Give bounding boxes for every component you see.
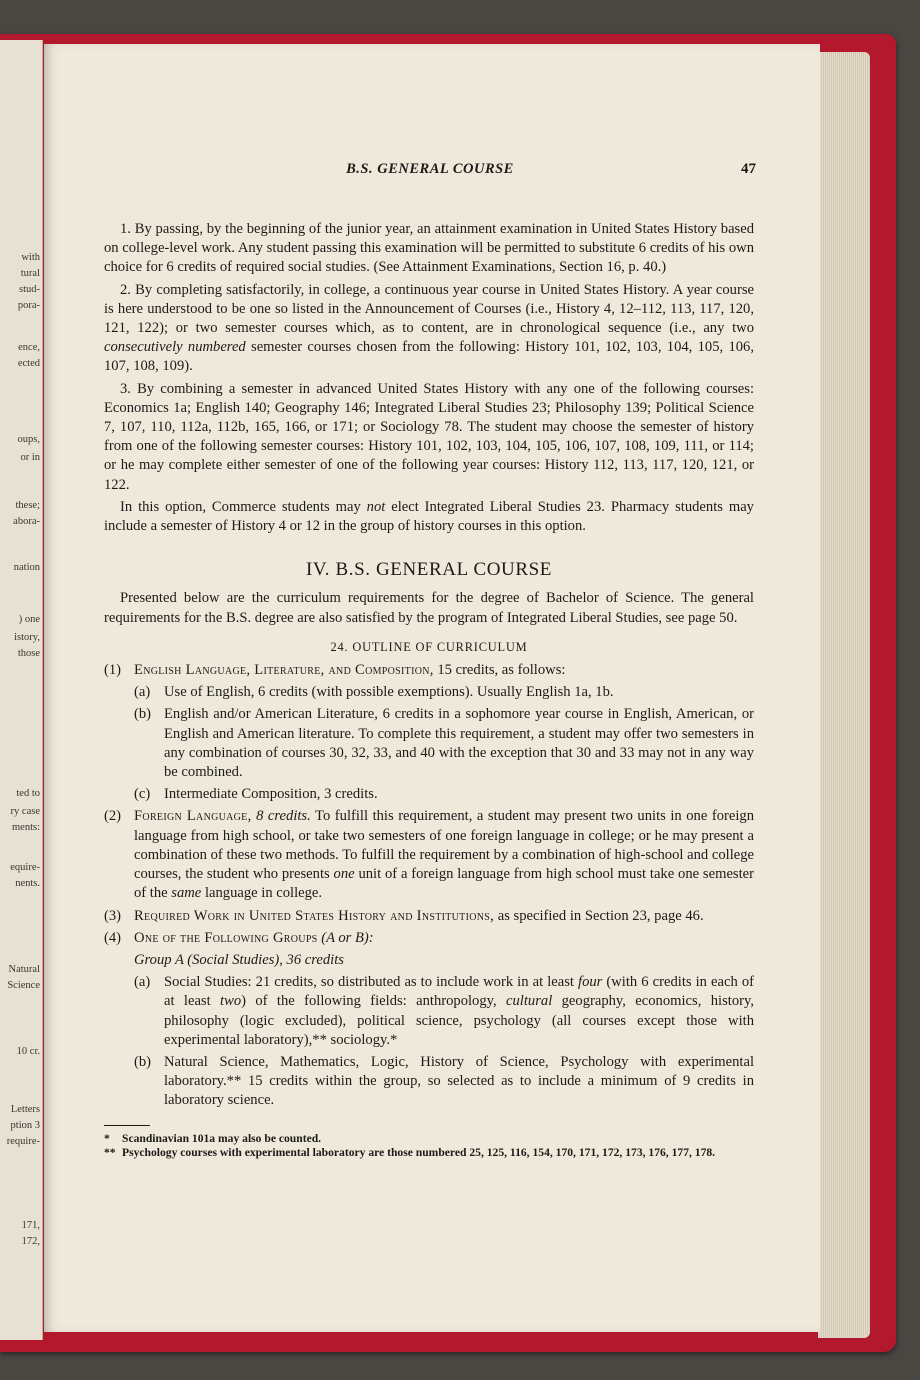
item-emphasis: one <box>333 866 355 883</box>
left-fragment: tural <box>20 268 40 279</box>
outline-item-2 <box>104 807 754 903</box>
left-fragment: abora- <box>13 516 40 527</box>
left-fragment: ted to <box>16 788 40 799</box>
left-fragment: nation <box>13 562 40 573</box>
footnote-mark: * <box>104 1131 110 1145</box>
left-fragment: istory, <box>14 632 40 643</box>
left-fragment: ence, <box>18 342 40 353</box>
subitem-text: Use of English, 6 credits (with possible exemptions). Usually English 1a, 1b. <box>164 684 614 701</box>
subitem-text: ) of the following fields: anthropology, <box>241 993 507 1010</box>
item-text: 15 credits, as follows: <box>433 662 566 679</box>
item-emphasis: same <box>171 885 202 902</box>
footnote-mark: ** <box>104 1146 116 1160</box>
outline-item-1 <box>104 661 754 680</box>
left-fragment: equire- <box>10 862 40 873</box>
paragraph-4-part: elect Integrated Liberal Studies 23. Pharmacy students may include a semester of History 4 or 12 in the group of history courses in this option. <box>104 498 754 535</box>
paragraph-1: 1. By passing, by the beginning of the junior year, an attainment examination in United States History based on college-level work. Any student passing this examination will be permitted to substitute 6 credits of his own choice for 6 credits of required social studies. (See Attainment Examinations, Section 16, p. 40.) <box>104 221 754 276</box>
left-fragment: stud- <box>19 284 40 295</box>
left-fragment: those <box>17 648 40 659</box>
item-heading: Foreign Language, <box>134 808 252 825</box>
subitem-text: Natural Science, Mathematics, Logic, History of Science, Psychology with experimental laboratory.** 15 credits within the group, so selected as to include a minimum of 9 credits in laboratory science. <box>164 1053 754 1109</box>
page-edges <box>818 52 870 1338</box>
item-number: (4) <box>104 929 122 946</box>
item-heading: English Language, Literature, and Composition, <box>134 662 434 679</box>
item-heading: Required Work in United States History and Institutions, <box>134 907 495 924</box>
paragraph-2-part: 2. By completing satisfactorily, in college, a continuous year course in United States History. A year course is here understood to be one so listed in the Announcement of Courses (i.e., History 4, 12–112, 113, 117, 120, 121, 122); or two semester courses which, as to content, are in chronological sequence (i.e., any two <box>104 281 754 337</box>
body-text <box>104 220 754 1161</box>
subitem-number: (a) <box>134 974 151 991</box>
paragraph-4 <box>104 498 754 536</box>
left-fragment: oups, <box>17 434 40 445</box>
subitem-text: Intermediate Composition, 3 credits. <box>164 786 378 803</box>
subitem-text: geography, economics, history, philosophy (logic excluded), political science, psychology (all courses except those with experimental laboratory),** sociology.* <box>164 993 754 1048</box>
paragraph-3: 3. By combining a semester in advanced United States History with any one of the following courses: Economics 1a; English 140; Geography 146; Integrated Liberal Studies 23; Philosophy 139; Political Science 7, 107, 110, 112a, 112b, 165, 166, or 171; or Sociology 78. The student may choose the semester of history from one of the following semester courses: History 101, 102, 103, 104, 105, 106, 107, 108, 109, 111, or 114; or he may complete either semester of one of the following year courses: History 112, 113, 117, 120, 121, or 122. <box>104 380 754 493</box>
outline-title: 24. OUTLINE OF CURRICULUM <box>330 639 528 654</box>
paragraph-4-part: In this option, Commerce students may <box>120 498 367 515</box>
item-credits: 8 credits. <box>251 808 311 825</box>
subitem-number: (c) <box>134 786 151 803</box>
subitem-number: (a) <box>134 684 151 701</box>
left-fragment: or in <box>20 452 40 463</box>
item-text: as specified in Section 23, page 46. <box>494 907 704 924</box>
footnote-rule <box>104 1125 150 1126</box>
footnote-1 <box>104 1132 754 1147</box>
item-number: (1) <box>104 662 122 679</box>
item-number: (2) <box>104 808 122 825</box>
left-fragment: require- <box>6 1136 40 1147</box>
paragraph-2 <box>104 281 754 377</box>
outline-subitem-4b <box>104 1053 754 1111</box>
footnote-2 <box>104 1146 754 1161</box>
section-title: IV. B.S. GENERAL COURSE <box>305 559 553 581</box>
item-heading: One of the Following Groups <box>134 929 318 946</box>
outline-item-3 <box>104 907 754 926</box>
left-fragment: Letters <box>10 1104 40 1115</box>
subitem-text: Social Studies: 21 credits, so distributed as to include work in at least <box>164 974 579 991</box>
left-fragment: 171, 172, <box>21 1220 40 1247</box>
section-intro: Presented below are the curriculum requirements for the degree of Bachelor of Science. The general requirements for the B.S. degree are also satisfied by the program of Integrated Liberal Studies, see page 50. <box>104 590 754 626</box>
paragraph-2-part: semester courses chosen from the following: History 101, 102, 103, 104, 105, 106, 107, 108, 109). <box>104 339 754 375</box>
subitem-emphasis: cultural <box>506 993 553 1010</box>
left-fragment: 10 cr. <box>16 1046 40 1057</box>
paragraph-2-emphasis: consecutively numbered <box>104 339 246 356</box>
page-number: 47 <box>741 161 756 177</box>
subitem-number: (b) <box>134 1053 152 1070</box>
left-fragment: pora- <box>17 300 40 311</box>
left-fragment: nents. <box>15 878 40 889</box>
left-page <box>0 40 43 1340</box>
right-page <box>44 44 820 1332</box>
group-a-heading: Group A (Social Studies), 36 credits <box>134 951 344 968</box>
item-number: (3) <box>104 907 122 924</box>
running-title: B.S. GENERAL COURSE <box>346 161 514 177</box>
item-text: To fulfill this requirement, a student may present two units in one foreign language from high school, or take two semesters of one foreign language in college; or he may present a combination of these two methods. To fulfill the requirement by a combination of high-school and college courses, the student who presents <box>134 808 755 883</box>
item-text: language in college. <box>201 885 323 902</box>
outline-subitem-1a <box>104 683 754 702</box>
subitem-number: (b) <box>134 706 152 723</box>
outline-subitem-1b <box>104 705 754 782</box>
left-fragment: ry case <box>10 806 40 817</box>
left-fragment: Science <box>7 980 40 991</box>
outline-item-4 <box>104 929 754 948</box>
left-fragment: these; <box>15 500 40 511</box>
subitem-emphasis: two <box>220 993 242 1010</box>
outline-subitem-1c <box>104 785 754 804</box>
left-fragment: ected <box>17 358 40 369</box>
left-fragment: ) one <box>18 614 40 625</box>
item-text: (A or B): <box>317 929 374 946</box>
subitem-text: (with 6 credits in each of at least <box>164 974 754 1010</box>
paragraph-4-emphasis: not <box>366 498 386 515</box>
left-fragment: ption 3 <box>10 1120 40 1131</box>
footnote-text: Psychology courses with experimental laboratory are those numbered 25, 125, 116, 154, 170, 171, 172, 173, 176, 177, 178. <box>122 1146 716 1160</box>
item-text: unit of a foreign language from high school must take one semester of the <box>134 866 754 902</box>
left-fragment: with <box>21 252 40 263</box>
left-fragment: Natural <box>8 964 40 975</box>
subitem-emphasis: four <box>578 974 603 991</box>
running-head <box>104 160 756 180</box>
subitem-text: English and/or American Literature, 6 credits in a sophomore year course in English, American, or English and American literature. To complete this requirement, a student may offer two semesters in any combination of courses 30, 32, 33, and 40 with the exception that 30 and 33 may not in any way be combined. <box>164 706 754 781</box>
outline-subitem-4a <box>104 973 754 1050</box>
left-fragment: ments: <box>12 822 40 833</box>
footnote-text: Scandinavian 101a may also be counted. <box>122 1131 322 1145</box>
